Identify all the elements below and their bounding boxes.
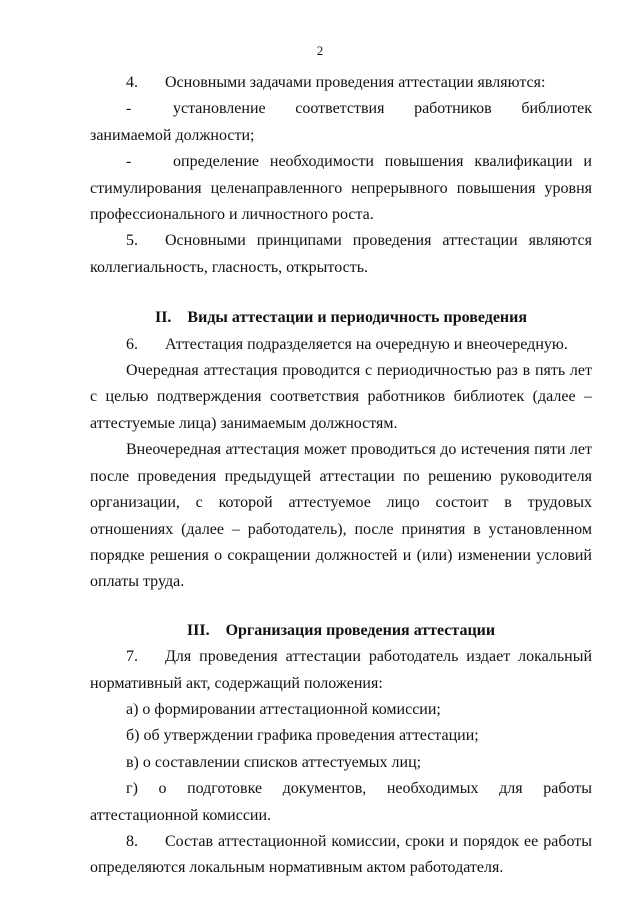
item-number: 4. (126, 74, 138, 91)
section-number: II. (154, 309, 172, 327)
list-item-c: в) о составлении списков аттестуемых лиц; (126, 753, 422, 771)
paragraph-7 (90, 644, 592, 697)
paragraph-text: Основными принципами проведения аттестации являются коллегиальность, гласность, открытость. (90, 232, 592, 276)
list-item-text: определение необходимости повышения квалификации и стимулирования целенаправленного непрерывного повышения уровня профессионального и личностного роста. (90, 153, 592, 224)
section-heading-3 (90, 618, 592, 644)
section-title: Виды аттестации и периодичность проведения (187, 309, 528, 327)
item-number: 6. (126, 335, 138, 353)
list-item-dash (90, 96, 592, 149)
list-item-dash (90, 149, 592, 228)
paragraph-8 (90, 829, 592, 882)
list-item-a: а) о формировании аттестационной комиссии; (126, 700, 441, 718)
paragraph-text: Основными задачами проведения аттестации являются: (165, 74, 546, 91)
page-number: 2 (316, 43, 324, 58)
dash-marker: - (126, 100, 132, 118)
paragraph-extra-attestation: Внеочередная аттестация может проводиться до истечения пяти лет после проведения предыдущей аттестации по решению руководителя организации, с которой аттестуемое лицо состоит в трудовых отношениях (далее – работодатель), после принятия в установленном порядке решения о сокращении должностей и (или) изменении условий оплаты труда. (90, 441, 592, 591)
section-number: III. (186, 621, 210, 639)
list-item-b: б) об утверждении графика проведения аттестации; (126, 727, 479, 745)
paragraph-regular-attestation: Очередная аттестация проводится с периодичностью раз в пять лет с целью подтверждения соответствия работников библиотек (далее – аттестуемые лица) занимаемым должностям. (90, 362, 592, 432)
paragraph-text: Аттестация подразделяется на очередную и внеочередную. (165, 335, 568, 353)
item-number: 8. (126, 832, 138, 850)
paragraph-6 (90, 332, 592, 358)
document-body (90, 70, 592, 882)
item-number: 7. (126, 648, 138, 666)
section-heading-2 (90, 305, 592, 331)
paragraph-4 (90, 70, 592, 96)
spacer (90, 281, 592, 305)
paragraph-text: Состав аттестационной комиссии, сроки и порядок ее работы определяются локальным нормативным актом работодателя. (90, 832, 592, 877)
paragraph-5 (90, 228, 592, 281)
item-number: 5. (126, 232, 138, 250)
dash-marker: - (126, 153, 132, 171)
section-title: Организация проведения аттестации (225, 621, 496, 639)
list-item-d: г) о подготовке документов, необходимых для работы аттестационной комиссии. (90, 780, 592, 824)
list-item-text: установление соответствия работников библиотек занимаемой должности; (90, 100, 592, 144)
paragraph-text: Для проведения аттестации работодатель издает локальный нормативный акт, содержащий положения: (90, 648, 592, 692)
spacer (90, 596, 592, 618)
